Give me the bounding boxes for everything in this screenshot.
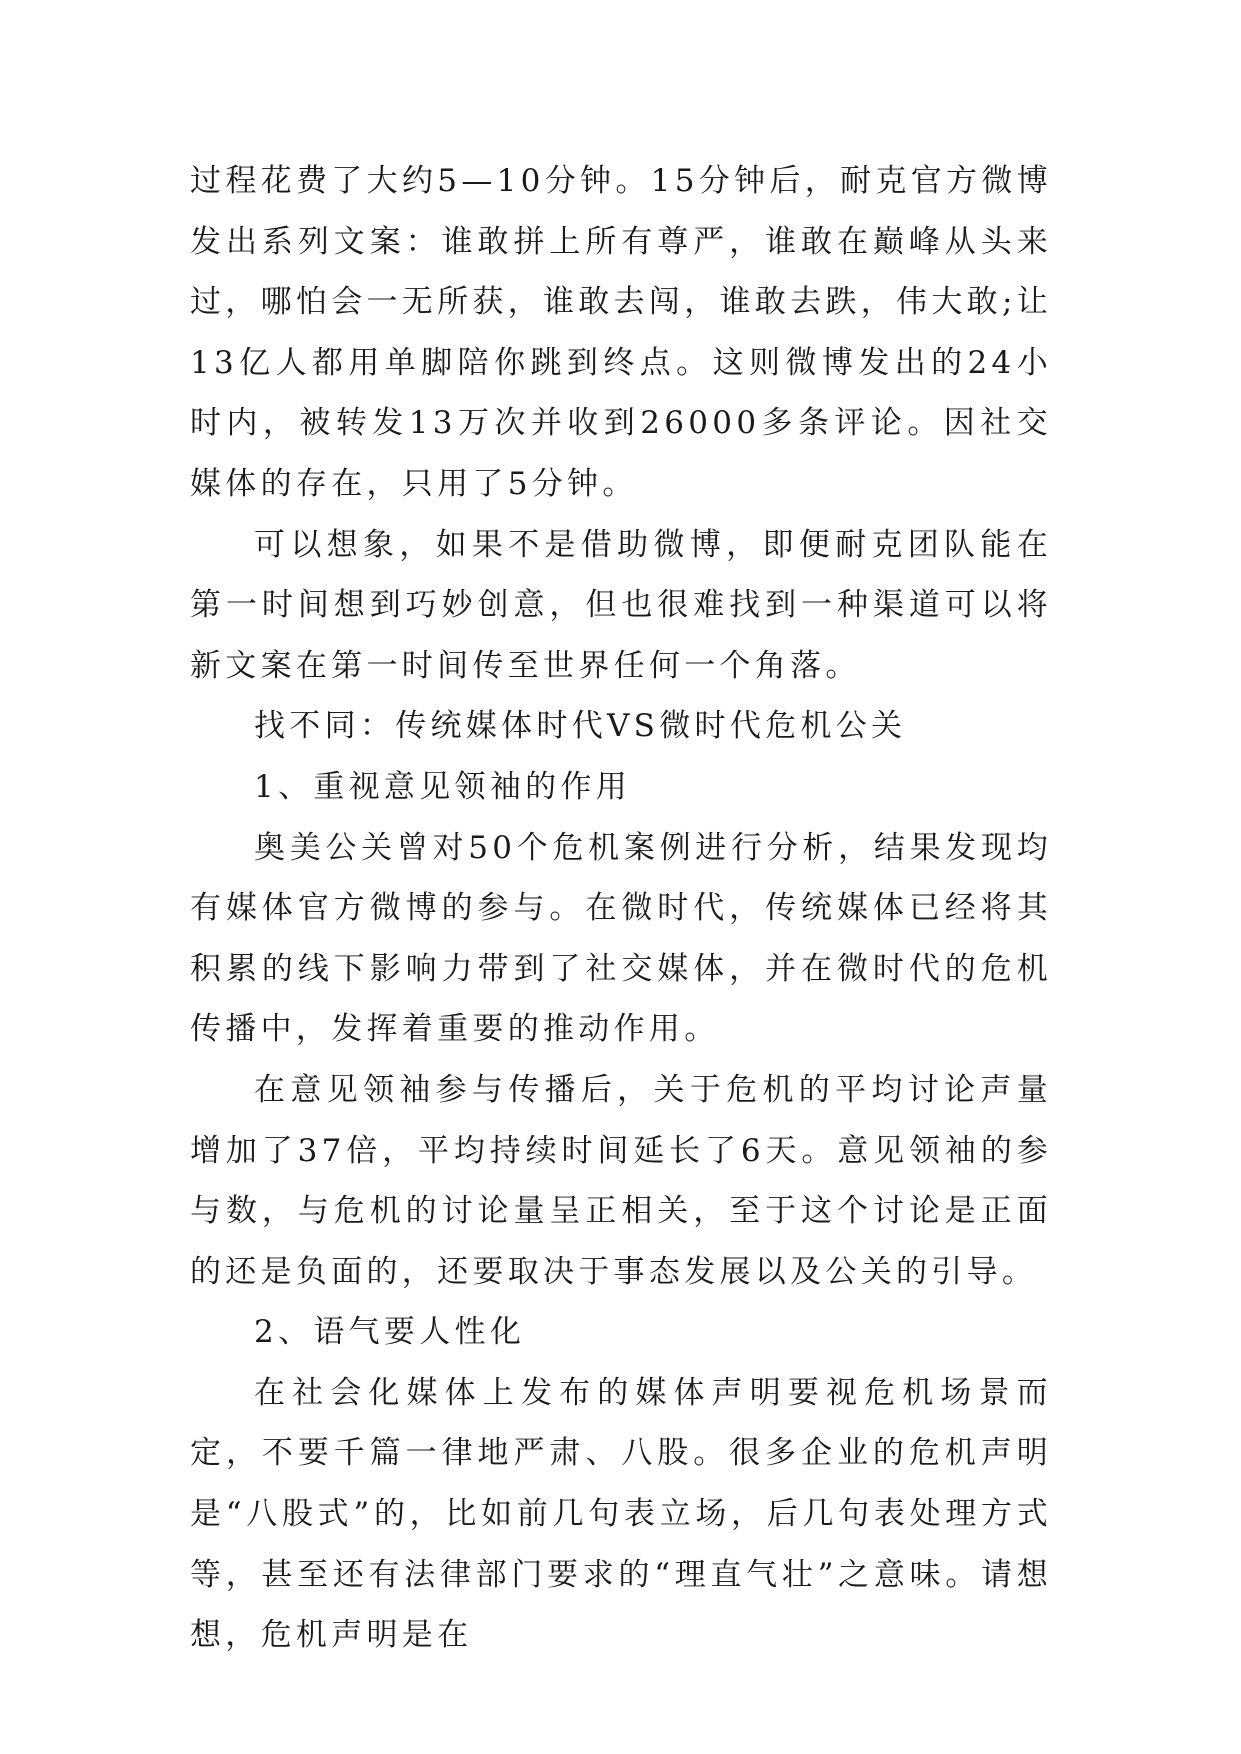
section-heading-comparison: 找不同：传统媒体时代VS微时代危机公关 (254, 708, 907, 745)
paragraph-2: 可以想象，如果不是借助微博，即便耐克团队能在第一时间想到巧妙创意，但也很难找到一种渠道可以将新文案在第一时间传至世界任何一个角落。 (190, 526, 1052, 684)
subheading-opinion-leaders: 1、重视意见领袖的作用 (254, 768, 632, 805)
document-body (190, 151, 1052, 1666)
paragraph-5: 在社会化媒体上发布的媒体声明要视危机场景而定，不要千篇一律地严肃、八股。很多企业的危机声明是“八股式”的，比如前几句表立场，后几句表处理方式等，甚至还有法律部门要求的“理直气壮”之意味。请想想，危机声明是在 (190, 1374, 1052, 1654)
paragraph-3: 奥美公关曾对50个危机案例进行分析，结果发现均有媒体官方微博的参与。在微时代，传统媒体已经将其积累的线下影响力带到了社交媒体，并在微时代的危机传播中，发挥着重要的推动作用。 (190, 829, 1052, 1048)
subheading-tone: 2、语气要人性化 (254, 1314, 526, 1351)
paragraph-4: 在意见领袖参与传播后，关于危机的平均讨论声量增加了37倍，平均持续时间延长了6天。意见领袖的参与数，与危机的讨论量呈正相关，至于这个讨论是正面的还是负面的，还要取决于事态发展以及公关的引导。 (190, 1071, 1052, 1290)
paragraph-1: 过程花费了大约5—10分钟。15分钟后，耐克官方微博发出系列文案：谁敢拼上所有尊严，谁敢在巅峰从头来过，哪怕会一无所获，谁敢去闯，谁敢去跌，伟大敢;让13亿人都用单脚陪你跳到终点。这则微博发出的24小时内，被转发13万次并收到26000多条评论。因社交媒体的存在，只用了5分钟。 (190, 163, 1052, 502)
